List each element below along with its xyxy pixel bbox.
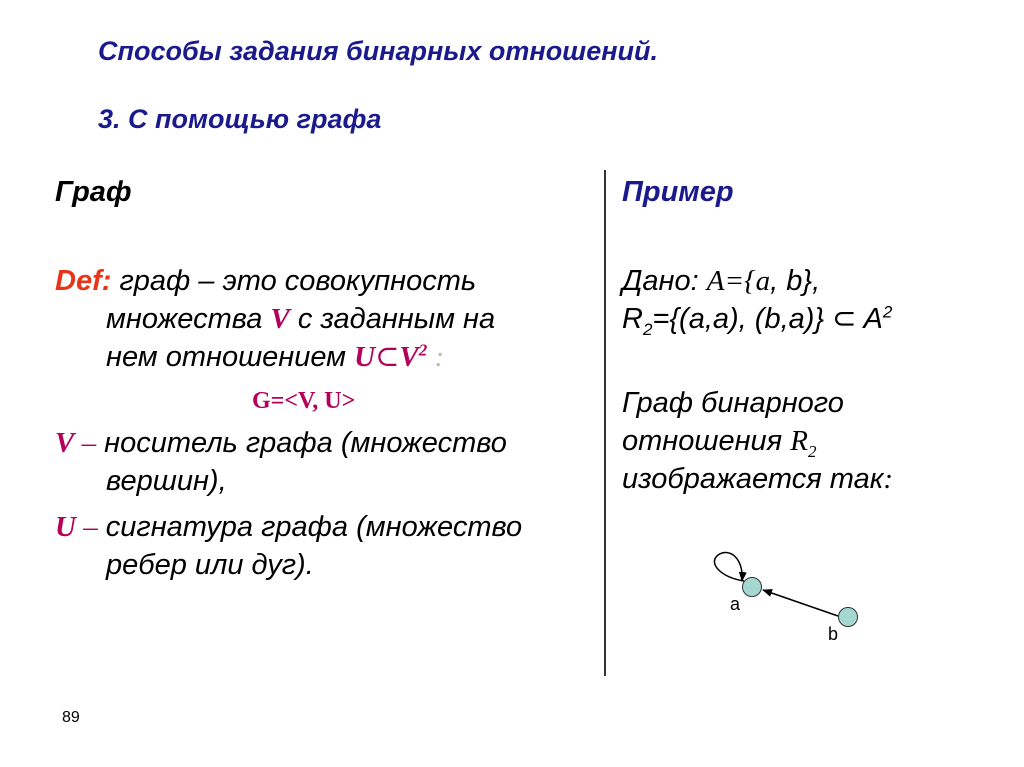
def-line-3 (106, 338, 444, 376)
subset-symbol: ⊂ (375, 341, 400, 373)
power-exponent: 2 (418, 340, 428, 360)
def-label: Def: (55, 265, 112, 297)
slide-title: Способы задания бинарных отношений. (98, 36, 658, 66)
u-line-1 (55, 508, 522, 546)
graph-desc-3-colon: : (883, 463, 894, 495)
graph-desc-2 (622, 422, 816, 460)
graph-formula: G=<V, U> (252, 388, 356, 414)
relation-line (622, 300, 892, 338)
given-line (622, 262, 820, 300)
node-b (839, 608, 858, 627)
relation-value: ={(a,a), (b,a)} (652, 303, 833, 335)
v-symbol-inline: V (270, 303, 290, 335)
node-a (743, 578, 762, 597)
left-heading: Граф (55, 176, 132, 208)
relation-subset: ⊂ (832, 303, 857, 335)
slide-subtitle: 3. С помощью графа (98, 104, 382, 134)
graph-desc-3 (622, 460, 893, 498)
def-line3-pre: нем отношением (106, 341, 355, 373)
v-dash: – (74, 427, 97, 459)
def-line-2 (106, 300, 495, 338)
def-line2-pre: множества (106, 303, 271, 335)
page-number: 89 (62, 709, 80, 726)
def-text-1: граф – это совокупность (111, 265, 477, 297)
v-symbol-power: V (399, 341, 419, 373)
given-label: Дано: (622, 265, 707, 297)
u-line-2: ребер или дуг). (106, 549, 314, 581)
relation-exponent: 2 (882, 302, 893, 322)
node-b-label: b (828, 624, 839, 644)
given-set-a: A={a (706, 265, 771, 297)
graph-desc-2-sub: 2 (807, 441, 817, 461)
def-line2-post: с заданным на (289, 303, 496, 335)
relation-target: A (856, 303, 883, 335)
graph-desc-1: Граф бинарного (622, 387, 844, 419)
u-symbol: U (55, 511, 76, 543)
self-loop-edge (714, 553, 744, 581)
v-symbol: V (55, 427, 75, 459)
relation-symbol: R (622, 303, 643, 335)
u-dash: – (75, 511, 98, 543)
given-set-rest: , b}, (770, 265, 821, 297)
def-line-1 (55, 262, 476, 300)
relation-sub: 2 (642, 319, 653, 339)
edge-b-to-a (763, 590, 838, 616)
u-symbol-inline: U (354, 341, 376, 373)
column-divider (604, 170, 606, 676)
u-text-1: сигнатура графа (множество (97, 511, 523, 543)
v-text-1: носитель графа (множество (96, 427, 507, 459)
node-a-label: a (730, 594, 741, 614)
graph-desc-2-R: R (790, 425, 808, 457)
v-line-2: вершин), (106, 465, 227, 497)
right-heading: Пример (622, 176, 734, 208)
graph-desc-2-pre: отношения (622, 425, 791, 457)
graph-desc-3-text: изображается так (622, 463, 884, 495)
relation-graph (700, 545, 870, 650)
def-colon: : (427, 341, 445, 373)
v-line-1 (55, 424, 507, 462)
